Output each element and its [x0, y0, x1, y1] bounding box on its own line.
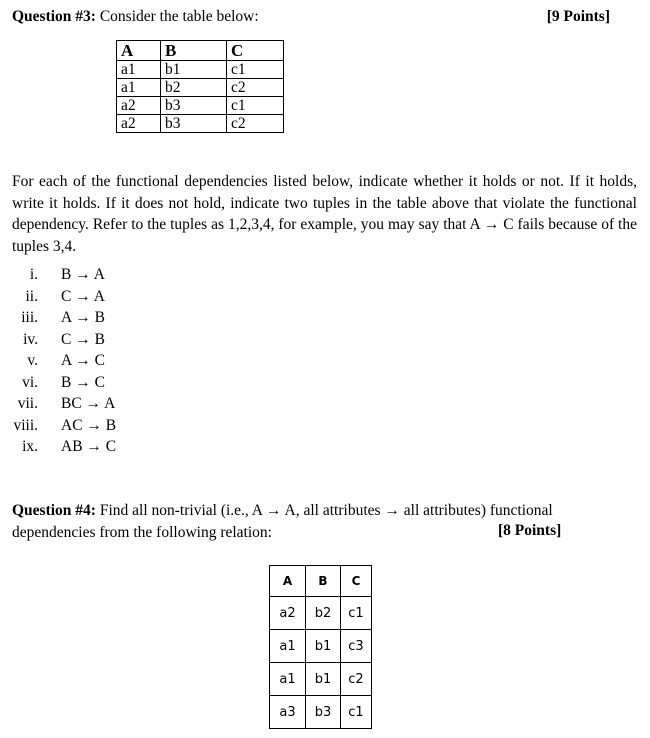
list-item-fd: A → C [61, 352, 105, 369]
question-3-label: Question #3: [12, 8, 96, 25]
list-item-number: vi. [22, 373, 38, 391]
table-cell: c3 [341, 630, 372, 663]
table-row [117, 61, 284, 79]
table-cell: a2 [270, 597, 306, 630]
question-3-table [116, 40, 284, 133]
question-4-heading [12, 500, 572, 544]
question-4-points: [8 Points] [498, 522, 562, 539]
question-4-table [269, 565, 372, 729]
table-cell: b1 [306, 663, 341, 696]
table-header-c: C [227, 41, 284, 61]
list-item-fd: B → A [61, 266, 105, 283]
table-header-a: A [270, 566, 306, 597]
list-item [0, 309, 200, 329]
list-item [0, 352, 200, 372]
list-item-fd: B → C [61, 373, 105, 391]
table-cell: c2 [227, 115, 284, 133]
list-item-fd: C → B [61, 330, 105, 348]
table-header-c: C [341, 566, 372, 597]
table-cell: a2 [117, 97, 161, 115]
table-cell: b3 [306, 696, 341, 729]
question-4-label: Question #4: [12, 502, 96, 519]
table-row [117, 115, 284, 133]
list-item-fd: AB → C [61, 438, 117, 455]
table-cell: a1 [270, 630, 306, 663]
list-item-fd: AC → B [61, 416, 117, 434]
table-cell: a1 [117, 79, 161, 97]
table-cell: c1 [341, 696, 372, 729]
table-cell: c2 [341, 663, 372, 696]
list-item-fd: BC → A [61, 395, 116, 412]
table-cell: a2 [117, 115, 161, 133]
table-cell: c1 [341, 597, 372, 630]
list-item-number: ix. [22, 438, 38, 455]
table-cell: b3 [161, 97, 227, 115]
list-item-number: ii. [25, 287, 38, 305]
table-header-a: A [117, 41, 161, 61]
table-cell: b1 [306, 630, 341, 663]
table-header-b: B [306, 566, 341, 597]
table-row [270, 597, 372, 630]
list-item [0, 395, 200, 415]
table-cell: b2 [306, 597, 341, 630]
table-row [270, 663, 372, 696]
table-cell: a3 [270, 696, 306, 729]
list-item-fd: C → A [61, 287, 105, 305]
list-item-number: viii. [13, 416, 38, 434]
table-cell: b1 [161, 61, 227, 79]
list-item-number: v. [27, 352, 38, 369]
list-item [0, 374, 200, 394]
table-header-b: B [161, 41, 227, 61]
question-3-instructions: For each of the functional dependencies listed below, indicate whether it holds or not. If it holds, write it holds. If it does not hold, indicate two tuples in the table above that violate the functional dependency. Refer to the tuples as 1,2,3,4, for example, you may say that A → C fails because of the tuples 3,4. [12, 173, 637, 255]
table-cell: a1 [270, 663, 306, 696]
list-item-number: i. [29, 266, 38, 283]
list-item-number: iv. [23, 330, 38, 348]
question-3-prompt: Consider the table below: [95, 8, 259, 25]
table-cell: c2 [227, 79, 284, 97]
list-item-number: vii. [17, 395, 38, 412]
list-item [0, 331, 200, 351]
table-cell: b3 [161, 115, 227, 133]
list-item-number: iii. [21, 309, 38, 326]
table-cell: b2 [161, 79, 227, 97]
list-item-fd: A → B [61, 309, 105, 326]
question-3-heading [12, 8, 259, 26]
question-3-points: [9 Points] [546, 8, 610, 25]
table-row [270, 696, 372, 729]
question-4-prompt: Find all non-trivial (i.e., A → A, all attributes → all attributes) functional dependencies from the following relation: [12, 502, 553, 541]
list-item [0, 288, 200, 308]
list-item [0, 417, 200, 437]
list-item [0, 266, 200, 286]
table-row [117, 97, 284, 115]
table-cell: a1 [117, 61, 161, 79]
table-cell: c1 [227, 61, 284, 79]
list-item [0, 438, 200, 458]
table-cell: c1 [227, 97, 284, 115]
table-row [117, 79, 284, 97]
table-row [270, 630, 372, 663]
